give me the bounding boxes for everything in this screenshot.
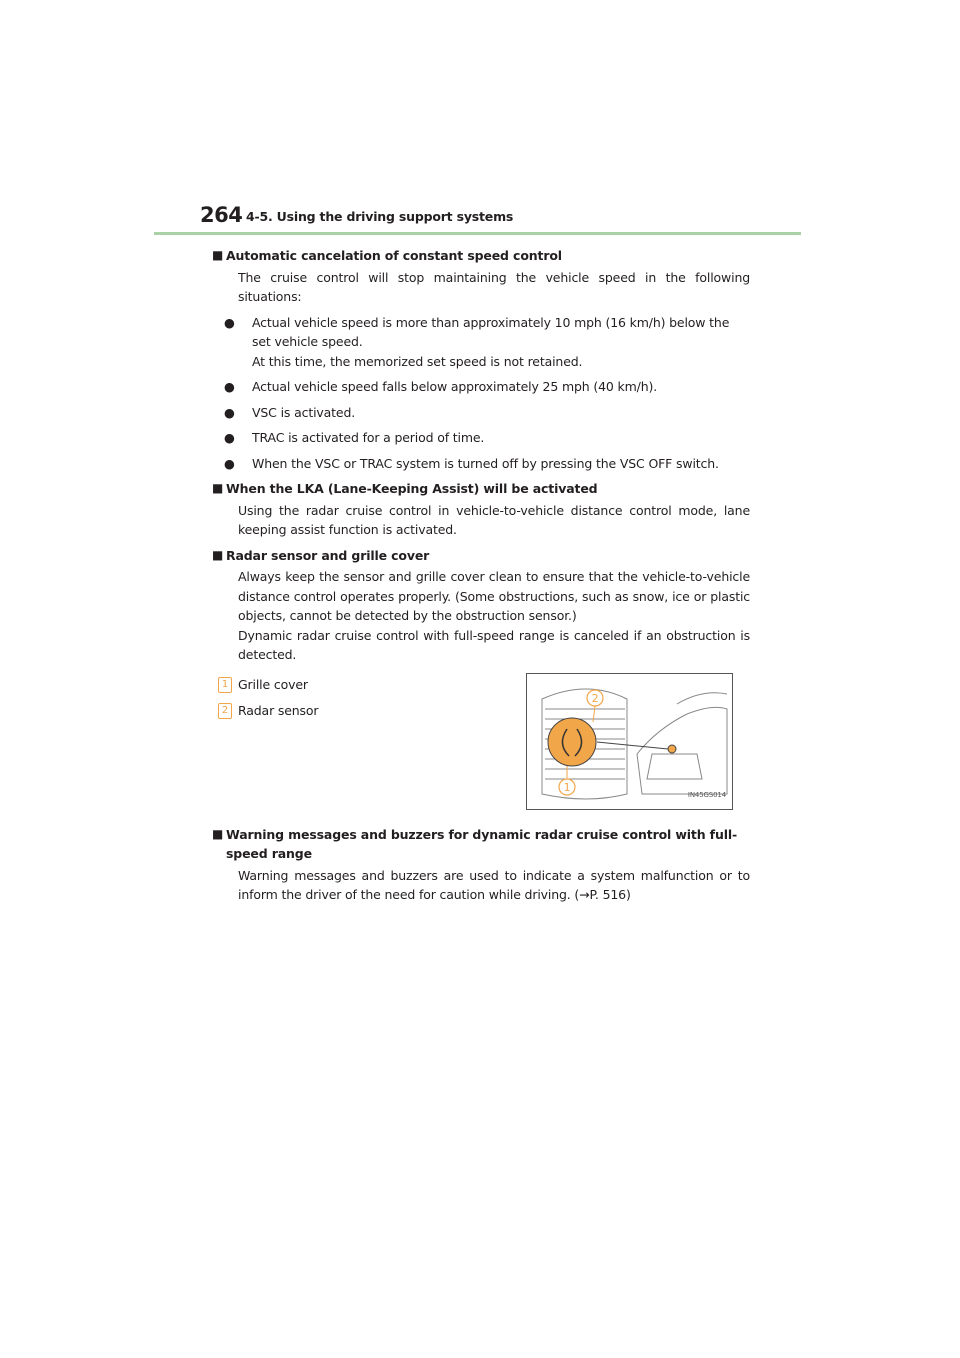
list-item bbox=[212, 454, 750, 474]
heading-radar-sensor bbox=[212, 546, 750, 566]
list-item bbox=[212, 377, 750, 397]
bullet-text: VSC is activated. bbox=[252, 404, 356, 420]
page-number: 264 bbox=[200, 203, 243, 227]
callout-2-marker: 2 bbox=[591, 691, 599, 705]
label-text: Radar sensor bbox=[238, 702, 319, 718]
callout-number: 2 bbox=[218, 703, 232, 719]
heading-text: Automatic cancelation of constant speed control bbox=[226, 248, 562, 263]
square-bullet-icon: ■ bbox=[212, 481, 224, 495]
content bbox=[212, 242, 750, 905]
figure-row bbox=[212, 675, 750, 815]
bullet-dot-icon: ● bbox=[224, 430, 235, 445]
square-bullet-icon: ■ bbox=[212, 248, 224, 262]
heading-auto-cancel bbox=[212, 246, 750, 266]
list-item bbox=[212, 313, 750, 372]
heading-text: When the LKA (Lane-Keeping Assist) will be activated bbox=[226, 481, 598, 496]
radar-sensor-illustration bbox=[526, 673, 733, 810]
heading-text: Warning messages and buzzers for dynamic radar cruise control with full-speed range bbox=[226, 826, 738, 861]
section-title: 4-5. Using the driving support systems bbox=[246, 209, 514, 224]
label-grille-cover bbox=[218, 675, 308, 695]
label-radar-sensor bbox=[218, 701, 318, 721]
bullet-note: At this time, the memorized set speed is not retained. bbox=[252, 353, 583, 369]
bullet-dot-icon: ● bbox=[224, 404, 235, 420]
bullet-text: Actual vehicle speed falls below approximately 25 mph (40 km/h). bbox=[252, 379, 658, 394]
bullet-text: Actual vehicle speed is more than approximately 10 mph (16 km/h) below the set vehicle speed. bbox=[252, 314, 730, 349]
bullet-dot-icon: ● bbox=[224, 314, 235, 330]
heading-warning-messages bbox=[212, 825, 750, 864]
callout-1-marker: 1 bbox=[563, 780, 571, 794]
heading-text: Radar sensor and grille cover bbox=[226, 547, 430, 563]
heading-lka bbox=[212, 479, 750, 499]
header-rule bbox=[154, 232, 801, 235]
intro-text: The cruise control will stop maintaining the vehicle speed in the following situations: bbox=[238, 269, 750, 304]
warning-text: Warning messages and buzzers are used to indicate a system malfunction or to inform the driver of the need for caution while driving. (→P. 516) bbox=[238, 867, 750, 902]
square-bullet-icon: ■ bbox=[212, 547, 224, 562]
radar-text-2: Dynamic radar cruise control with full-speed range is canceled if an obstruction is detected. bbox=[238, 627, 750, 662]
callout-number: 1 bbox=[218, 677, 232, 693]
radar-text-1: Always keep the sensor and grille cover clean to ensure that the vehicle-to-vehicle distance control operates properly. (Some obstructions, such as snow, ice or plastic objects, cannot be detected by the obstruction sensor.) bbox=[238, 569, 750, 623]
figure-code: IN45GS014 bbox=[687, 791, 726, 799]
square-bullet-icon: ■ bbox=[212, 826, 224, 841]
bullet-dot-icon: ● bbox=[224, 455, 235, 471]
bullet-dot-icon: ● bbox=[224, 379, 235, 394]
label-text: Grille cover bbox=[238, 676, 308, 692]
lka-text: Using the radar cruise control in vehicle-to-vehicle distance control mode, lane keeping assist function is activated. bbox=[238, 502, 750, 537]
list-item bbox=[212, 428, 750, 448]
list-item bbox=[212, 403, 750, 423]
bullet-text: TRAC is activated for a period of time. bbox=[252, 430, 485, 445]
bullet-text: When the VSC or TRAC system is turned off by pressing the VSC OFF switch. bbox=[252, 455, 719, 471]
